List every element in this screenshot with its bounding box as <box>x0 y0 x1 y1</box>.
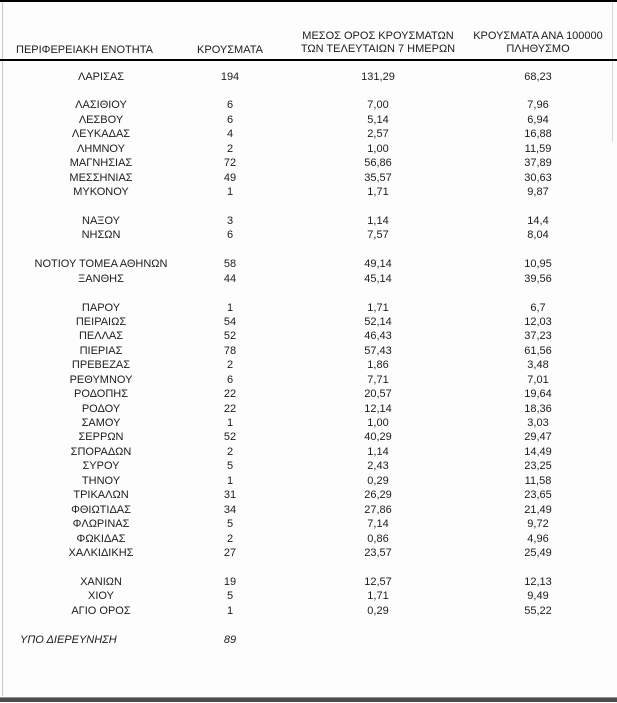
cases-cell: 1 <box>226 474 234 487</box>
avg7-cell: 1,71 <box>367 186 389 198</box>
avg7-cell: 45,14 <box>364 272 392 285</box>
region-cell: ΦΘΙΩΤΙΔΑΣ <box>71 503 131 516</box>
cases-cell: 58 <box>223 258 237 271</box>
region-cell: ΛΕΣΒΟΥ <box>78 113 124 126</box>
avg7-cell: 20,57 <box>364 388 392 401</box>
cases-cell: 72 <box>223 157 237 170</box>
avg7-cell: 1,86 <box>367 359 389 372</box>
group-spacer <box>0 84 617 98</box>
region-cell: ΤΗΝΟΥ <box>81 474 121 487</box>
region-cell: ΧΙΟΥ <box>88 590 114 603</box>
table-row <box>0 185 617 199</box>
region-cell: ΛΑΡΙΣΑΣ <box>77 70 125 83</box>
region-cell: ΑΓΙΟ ΟΡΟΣ <box>71 604 131 617</box>
region-cell: ΠΕΛΛΑΣ <box>78 330 124 343</box>
avg7-cell: 23,57 <box>364 546 392 559</box>
per100k-cell: 18,36 <box>524 402 552 415</box>
table-row <box>0 633 617 647</box>
header-per-100k-line2: ΠΛΗΘΥΣΜΟ <box>506 43 570 55</box>
per100k-cell: 9,87 <box>527 186 549 198</box>
region-cell: ΜΑΓΝΗΣΙΑΣ <box>69 157 133 170</box>
region-cell: ΦΩΚΙΔΑΣ <box>76 532 126 545</box>
group-spacer <box>0 560 617 574</box>
header-7day-average-line2: ΤΩΝ ΤΕΛΕΥΤΑΙΩΝ 7 ΗΜΕΡΩΝ <box>300 43 456 55</box>
per100k-cell: 9,49 <box>527 590 549 603</box>
avg7-cell: 131,29 <box>361 70 395 83</box>
region-cell: ΦΛΩΡΙΝΑΣ <box>72 518 130 531</box>
avg7-cell: 40,29 <box>364 431 392 444</box>
per100k-cell: 16,88 <box>524 128 552 141</box>
per100k-cell: 4,96 <box>527 532 549 545</box>
per100k-cell: 10,95 <box>524 258 552 271</box>
cases-cell: 78 <box>223 344 237 357</box>
table-row <box>0 459 617 473</box>
region-cell: ΛΑΣΙΘΙΟΥ <box>75 99 127 112</box>
per100k-cell: 3,03 <box>527 417 549 429</box>
header-per-100k-line1: ΚΡΟΥΣΜΑΤΑ ΑΝΑ 100000 <box>473 30 603 42</box>
table-row <box>0 575 617 589</box>
window-bottom-edge <box>0 697 617 702</box>
table-row <box>0 416 617 430</box>
table-row <box>0 373 617 387</box>
avg7-cell: 1,14 <box>367 445 389 458</box>
per100k-cell: 7,01 <box>527 373 549 386</box>
header-per-100k <box>473 30 603 56</box>
cases-cell: 2 <box>226 359 234 372</box>
per100k-cell: 14,4 <box>527 214 549 227</box>
cases-cell: 2 <box>226 532 234 545</box>
table-row <box>0 301 617 315</box>
cases-cell: 4 <box>226 128 234 141</box>
cases-cell: 6 <box>226 99 234 112</box>
top-border-line <box>0 0 617 2</box>
avg7-cell: 2,57 <box>367 128 389 141</box>
per100k-cell: 25,49 <box>524 546 552 559</box>
table-row <box>0 272 617 286</box>
per100k-cell: 9,72 <box>527 518 549 531</box>
region-cell: ΣΑΜΟΥ <box>81 417 121 429</box>
region-cell: ΠΕΙΡΑΙΩΣ <box>75 315 127 328</box>
cases-cell: 6 <box>226 373 234 386</box>
per100k-cell: 68,23 <box>524 70 552 83</box>
region-cell: ΠΙΕΡΙΑΣ <box>79 344 123 357</box>
region-cell: ΝΟΤΙΟΥ ΤΟΜΕΑ ΑΘΗΝΩΝ <box>34 258 168 271</box>
avg7-cell: 1,00 <box>367 417 389 429</box>
avg7-cell: 12,14 <box>364 402 392 415</box>
avg7-cell: 5,14 <box>367 113 389 126</box>
region-cell: ΡΟΔΟΥ <box>81 402 121 415</box>
cases-cell: 31 <box>223 489 237 502</box>
region-cell: ΛΕΥΚΑΔΑΣ <box>71 128 131 141</box>
region-cell: ΣΕΡΡΩΝ <box>78 431 124 444</box>
region-cell: ΡΟΔΟΠΗΣ <box>73 388 129 401</box>
region-cell: ΤΡΙΚΑΛΩΝ <box>73 489 129 502</box>
per100k-cell: 61,56 <box>524 344 552 357</box>
cases-cell: 1 <box>226 604 234 617</box>
avg7-cell: 0,29 <box>367 474 389 487</box>
per100k-cell: 37,23 <box>524 330 552 343</box>
region-cell: ΣΥΡΟΥ <box>82 460 120 473</box>
table-row <box>0 344 617 358</box>
table-row <box>0 604 617 618</box>
avg7-cell: 1,71 <box>367 301 389 314</box>
per100k-cell: 14,49 <box>524 445 552 458</box>
table-row <box>0 488 617 502</box>
cases-cell: 6 <box>226 113 234 126</box>
cases-cell: 3 <box>226 214 234 227</box>
cases-cell: 54 <box>223 315 237 328</box>
avg7-cell: 57,43 <box>364 344 392 357</box>
avg7-cell: 1,00 <box>367 142 389 155</box>
table-row <box>0 228 617 242</box>
table-row <box>0 171 617 185</box>
per100k-cell: 30,63 <box>524 171 552 184</box>
cases-cell: 52 <box>223 431 237 444</box>
header-7day-average-line1: ΜΕΣΟΣ ΟΡΟΣ ΚΡΟΥΣΜΑΤΩΝ <box>302 30 454 42</box>
per100k-cell: 6,94 <box>527 113 549 126</box>
per100k-cell: 8,04 <box>527 229 549 242</box>
region-cell: ΜΥΚΟΝΟΥ <box>73 186 129 198</box>
region-cell: ΡΕΘΥΜΝΟΥ <box>69 373 133 386</box>
avg7-cell: 46,43 <box>364 330 392 343</box>
group-spacer <box>0 243 617 257</box>
region-cell: ΜΕΣΣΗΝΙΑΣ <box>69 171 133 184</box>
header-underline <box>0 59 617 61</box>
avg7-cell: 0,86 <box>367 532 389 545</box>
cases-cell: 194 <box>220 70 240 83</box>
group-spacer <box>0 286 617 300</box>
per100k-cell: 12,13 <box>524 575 552 588</box>
table-row <box>0 214 617 228</box>
table-row <box>0 532 617 546</box>
per100k-cell: 37,89 <box>524 157 552 170</box>
avg7-cell: 1,14 <box>367 214 389 227</box>
cases-cell: 19 <box>223 575 237 588</box>
cases-cell: 1 <box>226 301 234 314</box>
group-spacer <box>0 618 617 632</box>
avg7-cell: 26,29 <box>364 489 392 502</box>
region-cell: ΞΑΝΘΗΣ <box>78 272 124 285</box>
table-row <box>0 430 617 444</box>
per100k-cell: 29,47 <box>524 431 552 444</box>
group-spacer <box>0 199 617 213</box>
avg7-cell: 7,14 <box>367 518 389 531</box>
region-cell: ΥΠΟ ΔΙΕΡΕΥΝΗΣΗ <box>20 633 117 646</box>
region-cell: ΧΑΝΙΩΝ <box>80 575 122 588</box>
cases-cell: 49 <box>223 171 237 184</box>
table-row <box>0 329 617 343</box>
table-row <box>0 474 617 488</box>
per100k-cell: 39,56 <box>524 272 552 285</box>
region-cell: ΠΡΕΒΕΖΑΣ <box>71 359 131 372</box>
region-cell: ΝΗΣΩΝ <box>81 229 121 242</box>
header-cases: ΚΡΟΥΣΜΑΤΑ <box>197 44 263 56</box>
region-cell: ΝΑΞΟΥ <box>82 214 120 227</box>
avg7-cell: 0,29 <box>367 604 389 617</box>
per100k-cell: 19,64 <box>524 388 552 401</box>
table-row <box>0 113 617 127</box>
cases-cell: 1 <box>226 417 234 429</box>
table-row <box>0 315 617 329</box>
cases-cell: 27 <box>223 546 237 559</box>
cases-cell: 2 <box>226 142 234 155</box>
table-row <box>0 127 617 141</box>
table-row <box>0 142 617 156</box>
table-row <box>0 387 617 401</box>
table-row <box>0 402 617 416</box>
per100k-cell: 3,48 <box>527 359 549 372</box>
cases-cell: 34 <box>223 503 237 516</box>
cases-cell: 5 <box>226 460 234 473</box>
table-row <box>0 358 617 372</box>
avg7-cell: 56,86 <box>364 157 392 170</box>
table-row <box>0 546 617 560</box>
avg7-cell: 49,14 <box>364 258 392 271</box>
per100k-cell: 12,03 <box>524 315 552 328</box>
cases-cell: 5 <box>226 590 234 603</box>
avg7-cell: 2,43 <box>367 460 389 473</box>
per100k-cell: 23,65 <box>524 489 552 502</box>
cases-cell: 22 <box>223 388 237 401</box>
table-row <box>0 445 617 459</box>
table-row <box>0 70 617 84</box>
per100k-cell: 7,96 <box>527 99 549 112</box>
region-cell: ΠΑΡΟΥ <box>81 301 121 314</box>
cases-cell: 52 <box>223 330 237 343</box>
avg7-cell: 1,71 <box>367 590 389 603</box>
table-body <box>0 70 617 648</box>
avg7-cell: 7,57 <box>367 229 389 242</box>
region-cell: ΧΑΛΚΙΔΙΚΗΣ <box>68 546 134 559</box>
region-cell: ΛΗΜΝΟΥ <box>77 142 125 155</box>
cases-cell: 22 <box>223 402 237 415</box>
avg7-cell: 52,14 <box>364 315 392 328</box>
header-7day-average <box>301 30 455 56</box>
avg7-cell: 27,86 <box>364 503 392 516</box>
avg7-cell: 7,71 <box>367 373 389 386</box>
table-row <box>0 517 617 531</box>
avg7-cell: 12,57 <box>364 575 392 588</box>
avg7-cell: 7,00 <box>367 99 389 112</box>
per100k-cell: 11,58 <box>524 474 552 487</box>
table-row <box>0 98 617 112</box>
table-row <box>0 589 617 603</box>
per100k-cell: 6,7 <box>530 301 546 314</box>
per100k-cell: 23,25 <box>524 460 552 473</box>
table-row <box>0 257 617 271</box>
cases-cell: 89 <box>223 633 237 646</box>
header-regional-unit: ΠΕΡΙΦΕΡΕΙΑΚΗ ΕΝΟΤΗΤΑ <box>16 44 153 56</box>
per100k-cell: 55,22 <box>524 604 552 617</box>
cases-cell: 1 <box>226 186 234 198</box>
cases-cell: 2 <box>226 445 234 458</box>
table-row <box>0 503 617 517</box>
avg7-cell: 35,57 <box>364 171 392 184</box>
per100k-cell: 21,49 <box>524 503 552 516</box>
table-row <box>0 156 617 170</box>
cases-cell: 5 <box>226 518 234 531</box>
cases-cell: 44 <box>223 272 237 285</box>
region-cell: ΣΠΟΡΑΔΩΝ <box>70 445 132 458</box>
cases-cell: 6 <box>226 229 234 242</box>
per100k-cell: 11,59 <box>524 142 552 155</box>
